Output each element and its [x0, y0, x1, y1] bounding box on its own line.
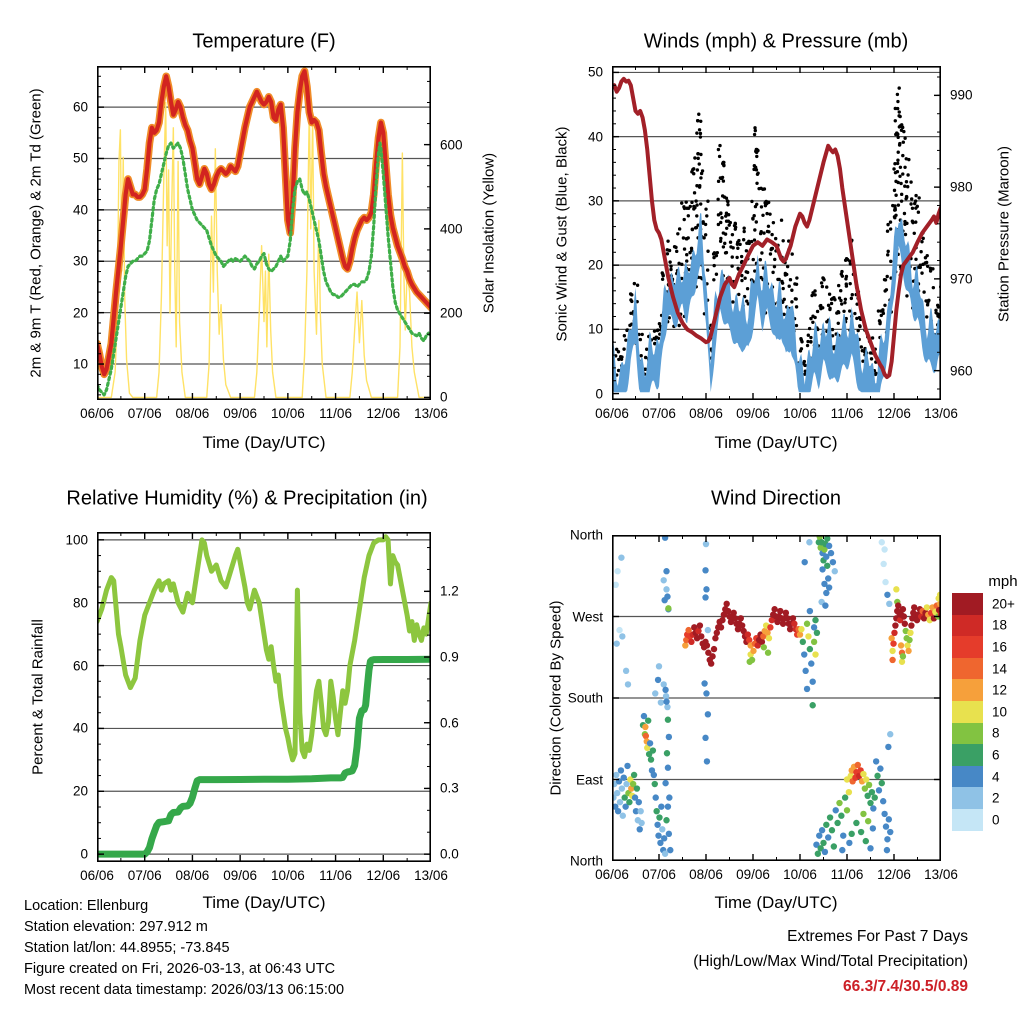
- colorbar-value-label: 16: [992, 639, 1008, 655]
- wind-direction-x-tick-label: 13/06: [924, 867, 958, 882]
- wind-direction-x-tick-label: 07/06: [642, 867, 676, 882]
- winds-x-axis-label: Time (Day/UTC): [714, 433, 838, 452]
- humidity-x-tick-label: 09/06: [223, 868, 258, 883]
- temperature-right-tick-label: 200: [440, 305, 463, 321]
- humidity-y-tick-label: 0: [80, 846, 88, 862]
- wind-direction-y-tick-label: West: [572, 609, 603, 624]
- winds-right-tick-label: 980: [950, 179, 973, 195]
- colorbar-value-label: 14: [992, 661, 1008, 677]
- humidity-x-tick-label: 07/06: [127, 868, 162, 883]
- humidity-x-tick-label: 11/06: [319, 868, 352, 883]
- temperature-x-tick-label: 09/06: [223, 406, 258, 421]
- data-timestamp-line: Most recent data timestamp: 2026/03/13 06:15:00: [24, 982, 345, 998]
- humidity-y-tick-label: 40: [72, 720, 88, 736]
- humidity-precip-chart-canvas: [97, 532, 431, 862]
- wind-direction-axis-label: Direction (Colored By Speed): [547, 600, 565, 796]
- temperature-y-tick-label: 30: [72, 253, 88, 269]
- winds-x-tick-label: 07/06: [642, 406, 676, 421]
- winds-x-tick-label: 06/06: [595, 406, 629, 421]
- humidity-x-tick-label: 12/06: [366, 868, 401, 883]
- station-location-line: Location: Ellenburg: [24, 898, 149, 914]
- temperature-y-tick-label: 50: [72, 150, 88, 166]
- colorbar-cell: [952, 766, 983, 788]
- colorbar-cell: [952, 636, 983, 658]
- winds-x-tick-label: 12/06: [877, 406, 911, 421]
- wind-direction-y-tick-label: East: [575, 772, 603, 787]
- temperature-x-tick-label: 07/06: [127, 406, 162, 421]
- station-latlon-line: Station lat/lon: 44.8955; -73.845: [24, 940, 230, 956]
- winds-y-tick-label: 10: [587, 321, 603, 337]
- wind-direction-x-tick-label: 11/06: [830, 867, 864, 882]
- colorbar-cell: [952, 615, 983, 637]
- temperature-x-tick-label: 13/06: [414, 406, 448, 421]
- wind-direction-y-tick-label: South: [567, 690, 603, 706]
- wind-direction-x-tick-label: 12/06: [877, 867, 911, 882]
- humidity-right-tick-label: 0.6: [440, 715, 459, 731]
- colorbar-value-label: 18: [992, 617, 1008, 633]
- winds-pressure-chart-canvas: [612, 66, 941, 400]
- wind-direction-x-tick-label: 09/06: [736, 867, 770, 882]
- humidity-right-tick-label: 0.9: [440, 649, 459, 665]
- colorbar-value-label: 6: [992, 747, 1000, 763]
- humidity-x-tick-label: 08/06: [175, 868, 210, 883]
- colorbar-cell: [952, 809, 983, 831]
- extremes-values: 66.3/7.4/30.5/0.89: [843, 978, 968, 995]
- temperature-y-axis-label: 2m & 9m T (Red, Orange) & 2m Td (Green): [27, 88, 45, 378]
- colorbar-value-label: 10: [992, 704, 1008, 720]
- wind-direction-x-axis-label: Time (Day/UTC): [714, 893, 838, 912]
- colorbar-cell: [952, 701, 983, 723]
- temperature-y-tick-label: 10: [72, 356, 88, 372]
- wind-direction-y-tick-label: North: [569, 853, 603, 869]
- temperature-chart-title: Temperature (F): [192, 30, 336, 53]
- extremes-block: [693, 924, 968, 999]
- winds-right-tick-label: 960: [950, 363, 973, 379]
- winds-x-tick-label: 13/06: [924, 406, 958, 421]
- station-info-block: [24, 896, 344, 1001]
- temperature-x-tick-label: 08/06: [175, 406, 210, 421]
- temperature-right-tick-label: 0: [440, 389, 448, 405]
- winds-x-tick-label: 11/06: [830, 406, 864, 421]
- humidity-y-tick-label: 80: [72, 595, 88, 611]
- winds-right-tick-label: 970: [950, 271, 973, 287]
- extremes-title: Extremes For Past 7 Days: [787, 928, 968, 945]
- temperature-y-tick-label: 60: [72, 99, 88, 115]
- humidity-y-tick-label: 100: [65, 532, 88, 548]
- wind-direction-x-tick-label: 06/06: [595, 867, 629, 882]
- humidity-right-tick-label: 0.3: [440, 780, 459, 796]
- winds-pressure-chart-title: Winds (mph) & Pressure (mb): [643, 30, 909, 53]
- colorbar-value-label: 20+: [992, 596, 1015, 612]
- figure-created-line: Figure created on Fri, 2026-03-13, at 06:43 UTC: [24, 961, 336, 977]
- colorbar-value-label: 0: [992, 812, 1000, 828]
- colorbar-cell: [952, 593, 983, 615]
- winds-y-tick-label: 30: [587, 193, 603, 209]
- wind-direction-y-tick-label: North: [569, 527, 603, 543]
- station-elevation-line: Station elevation: 297.912 m: [24, 919, 208, 935]
- temperature-right-tick-label: 600: [440, 137, 463, 153]
- colorbar-cell: [952, 658, 983, 680]
- wind-direction-chart-title: Wind Direction: [710, 487, 842, 510]
- colorbar-cell: [952, 787, 983, 809]
- humidity-right-tick-label: 1.2: [440, 583, 459, 599]
- humidity-x-tick-label: 13/06: [414, 868, 448, 883]
- colorbar-units-label: mph: [988, 573, 1018, 590]
- extremes-subtitle: (High/Low/Max Wind/Total Precipitation): [693, 953, 968, 970]
- colorbar-cell: [952, 723, 983, 745]
- humidity-right-tick-label: 0.0: [440, 846, 459, 862]
- winds-x-tick-label: 09/06: [736, 406, 770, 421]
- humidity-precip-chart-title: Relative Humidity (%) & Precipitation (in): [66, 487, 428, 510]
- colorbar-value-label: 8: [992, 725, 1000, 741]
- percent-rainfall-axis-label: Percent & Total Rainfall: [29, 619, 47, 775]
- winds-x-tick-label: 08/06: [689, 406, 723, 421]
- colorbar-value-label: 4: [992, 769, 1000, 785]
- station-pressure-axis-label: Station Pressure (Maroon): [995, 146, 1013, 322]
- humidity-x-axis-label: Time (Day/UTC): [202, 893, 326, 912]
- temperature-x-tick-label: 10/06: [270, 406, 305, 421]
- winds-y-tick-label: 0: [595, 386, 603, 402]
- colorbar-cell: [952, 679, 983, 701]
- winds-y-tick-label: 50: [587, 64, 603, 80]
- temperature-x-axis-label: Time (Day/UTC): [202, 433, 326, 452]
- colorbar-value-label: 12: [992, 682, 1008, 698]
- winds-y-tick-label: 20: [587, 257, 603, 273]
- temperature-x-tick-label: 12/06: [366, 406, 401, 421]
- colorbar-cell: [952, 744, 983, 766]
- humidity-y-tick-label: 60: [72, 658, 88, 674]
- sonic-wind-axis-label: Sonic Wind & Gust (Blue, Black): [553, 126, 571, 342]
- temperature-y-tick-label: 20: [72, 305, 88, 321]
- humidity-x-tick-label: 06/06: [80, 868, 114, 883]
- temperature-right-tick-label: 400: [440, 221, 463, 237]
- temperature-x-tick-label: 11/06: [319, 406, 352, 421]
- wind-direction-chart-canvas: [612, 535, 941, 861]
- humidity-y-tick-label: 20: [72, 783, 88, 799]
- winds-y-tick-label: 40: [587, 129, 603, 145]
- winds-x-tick-label: 10/06: [783, 406, 817, 421]
- wind-direction-x-tick-label: 10/06: [783, 867, 817, 882]
- temperature-chart-canvas: [97, 66, 431, 400]
- temperature-x-tick-label: 06/06: [80, 406, 114, 421]
- colorbar-value-label: 2: [992, 790, 1000, 806]
- humidity-x-tick-label: 10/06: [270, 868, 305, 883]
- winds-right-tick-label: 990: [950, 87, 973, 103]
- solar-insolation-axis-label: Solar Insolation (Yellow): [480, 152, 498, 314]
- temperature-y-tick-label: 40: [72, 202, 88, 218]
- wind-direction-x-tick-label: 08/06: [689, 867, 723, 882]
